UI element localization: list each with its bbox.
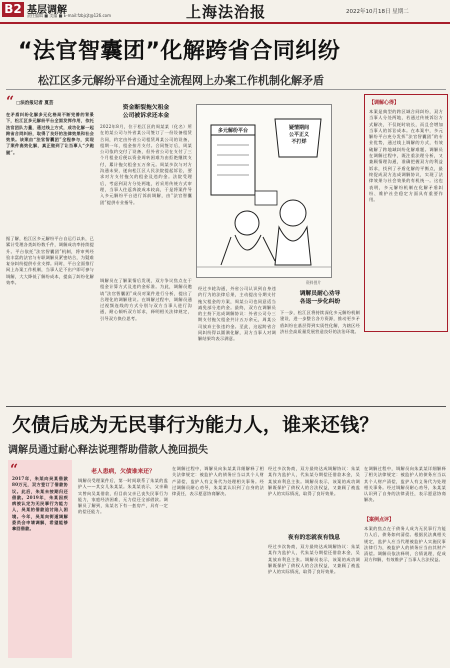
editor-meta: 责任编辑 ■ 美编 ■ E-mail:fzbjcjt@126.com (27, 13, 112, 18)
article1-byline: □法治报记者 夏芸 (16, 101, 54, 106)
quote-mark-icon: “ (6, 94, 15, 110)
case-tag: 【案例点评】 (364, 517, 395, 523)
mediation-insight-box (364, 94, 448, 332)
quote-mark-icon: “ (10, 462, 19, 478)
section-name: 基层调解 (27, 5, 67, 16)
article2-body2: 在调解过程中，调解员向朱某某详细解释了相关法律规定：被监护人的债务应当以其个人财产清偿，监护人有义务代为处理相关事务。经过调解员耐心劝导，朱某某认识到了自身的法律责任，表示愿意协商解决。 (172, 466, 264, 497)
article1-headline: “法官智囊团”化解跨省合同纠纷 (18, 39, 341, 64)
article2-section-title: 老人患病，欠债谁来还？ (91, 469, 155, 475)
divider (6, 406, 446, 407)
article2-section2-title: 夜有的恋就夜有钱息 (287, 535, 341, 541)
article1-body1: 2022年8月，位于松江区的周某某（化名）所在的某公司与外省某公司签订了一份设备租赁合同，约定由外省公司租赁周某公司的设备，租期一年，租金按月支付。合同签订后，周某公司依约交付了设备，但外省公司在支付了三个月租金后便以资金周转困难为由拒绝继续支付，累计拖欠租金五万余元。周某多次与对方沟通未果，遂向松江区人民法院提起诉讼，要求对方支付拖欠的租金及违约金。法院受理后，考虑到双方分处两地，若采用传统方式审理，当事人往返奔波成本较高，于是将案件导入多元解纷平台进行诉前调解，由“法官智囊团”提供专业指导。 (100, 124, 192, 205)
article2-body3-top: 经过多次协商，双方最终达成调解协议：朱某某作为监护人，代朱某分期偿还借款本金，吴某放弃利息主张。调解员表示，该案的成功调解既保护了债权人的合法权益，又兼顾了被监护人的实际情况，取得了良好效果。 (268, 466, 360, 497)
issue-date: 2022年10月18日 星期二 (346, 9, 409, 15)
article2-lead: 2017年，朱某向吴某借款80万元，双方签订了借款协议。此后，朱某未按期归还借款。2019年，朱某因疾病被认定为无民事行为能力人，吴某的借款追讨陷入困境。今年，吴某向街道调解委员会申请调解，希望能够拿回借款。 (12, 476, 68, 532)
article1-body3: 经过多轮沟通，外省公司认识到自身违约行为的法律后果，主动提出分期支付拖欠租金的方案，周某公司也同意适当减免部分违约金。最终，双方在调解员的主持下达成调解协议：外省公司分三期支付拖欠租金共计五万余元，周某公司放弃主张违约金。至此，这起跨省合同纠纷得以圆满化解，双方当事人对调解结果均表示满意。 (198, 286, 276, 342)
article2-body-right: 在调解过程中，调解员向朱某某详细解释了相关法律规定：被监护人的债务应当以其个人财产清偿，监护人有义务代为处理相关事务。经过调解员耐心劝导，朱某某认识到了自身的法律责任，表示愿意协商解决。 (364, 466, 446, 503)
article1-subhead: 松江区多元解纷平台通过全流程网上办案工作机制化解矛盾 (38, 74, 324, 87)
case-text: 本案的焦点在于债务人成为无民事行为能力人后，债务如何清偿。根据民法典相关规定，监护人应当代理被监护人实施民事法律行为，被监护人的债务应当由其财产清偿。调解员依法释明，合情说理，促成双方和解，有效维护了当事人合法权益。 (364, 526, 446, 563)
cartoon-sign-label: 多元解纷平台 (217, 128, 248, 134)
newspaper-masthead: 上海法治报 (186, 3, 267, 21)
cartoon-board-label: 疑情期间 公平正义 不打烊 (288, 125, 309, 145)
illustration-cartoon (196, 104, 332, 278)
cartoon-caption: 资料图片 (306, 280, 322, 285)
article1-body5: 下一步，松江区将持续深化多元解纷机制建设，进一步整合各方资源，推动更多矛盾纠纷在基层得到实质性化解，为辖区经济社会高质量发展营造良好的法治环境。 (280, 310, 360, 334)
article1-section2-title: 调解员耐心劝导 各退一步化纠纷 (299, 291, 341, 305)
page-number-badge: B2 (2, 2, 24, 17)
article2-lead-box (8, 460, 72, 658)
article2-headline: 欠债后成为无民事行为能力人，谁来还钱？ (12, 414, 379, 436)
article2-body1: 调解员受理案件后，第一时间联系了朱某的监护人——其女儿朱某某。朱某某表示，父亲确实曾向吴某借款，但目前父亲已丧失民事行为能力，家庭经济困难，无力偿还全部借款。调解员了解到，朱某名下有一套房产，具有一定的偿还能力。 (78, 478, 168, 515)
divider (6, 89, 446, 90)
article2-subhead: 调解员通过耐心释法说理帮助借款人挽回损失 (8, 445, 208, 456)
article1-section1-title: 资金断裂拖欠租金 公司被诉求还本金 (122, 105, 170, 119)
article1-body-cont: 据了解，松江区多元解纷平台自运行以来，已累计受理各类纠纷数千件，调解成功率持续提升。平台依托“法官智囊团”机制，将审判经验丰富的法官与专职调解员紧密结合，为疑难复杂纠纷提供专业支撑。同时，平台全面推行网上办案工作机制，当事人足不出户即可参与调解，大大降低了解纷成本，提高了纠纷化解效率。 (6, 236, 94, 286)
article1-body2: 调解员在了解案情后发现，双方争议焦点在于租金计算方式及违约金标准。为此，调解员邀请“法官智囊团”成员对案件进行分析，提出了合理化的调解建议。在调解过程中，调解员通过视频连线的方式分别与双方当事人进行沟通，耐心倾听双方诉求，释明相关法律规定，引导双方换位思考。 (100, 278, 192, 321)
sidebar-tag: 【调解心得】 (369, 100, 400, 106)
sidebar-text: 本案是典型的跨区域合同纠纷，双方当事人分处两地，若通过传统诉讼方式解决，不仅耗时较长，而且会增加当事人的诉讼成本。在本案中，多元解纷平台充分发挥“法官智囊团”的专业优势，通过线上调解的方式，有效破解了跨地域纠纷化解难题。调解员在调解过程中，既注重法理分析，又兼顾情理沟通，准确把握双方的利益诉求，找到了矛盾化解的平衡点，最终促成双方达成调解协议，实现了法律效果与社会效果的有机统一。这也表明，多元解纷机制在化解矛盾纠纷、维护社会稳定方面具有重要作用。 (369, 109, 443, 203)
case-commentary-box (364, 516, 446, 662)
article1-lead: 在矛盾纠纷化解多元化格局不断完善的背景下，松江区多元解纷平台全面发挥作用，依托法官团队力量，通过线上方式，成功化解一起跨省合同纠纷，取得了良好的法律效果和社会效果。该案由“法官智囊团”全程参与，实现了案件高效化解，真正做到了让当事人“少跑腿”。 (6, 112, 94, 155)
article2-body3: 经过多次协商，双方最终达成调解协议：朱某某作为监护人，代朱某分期偿还借款本金，吴某放弃利息主张。调解员表示，该案的成功调解既保护了债权人的合法权益，又兼顾了被监护人的实际情况，取得了良好效果。 (268, 544, 360, 575)
